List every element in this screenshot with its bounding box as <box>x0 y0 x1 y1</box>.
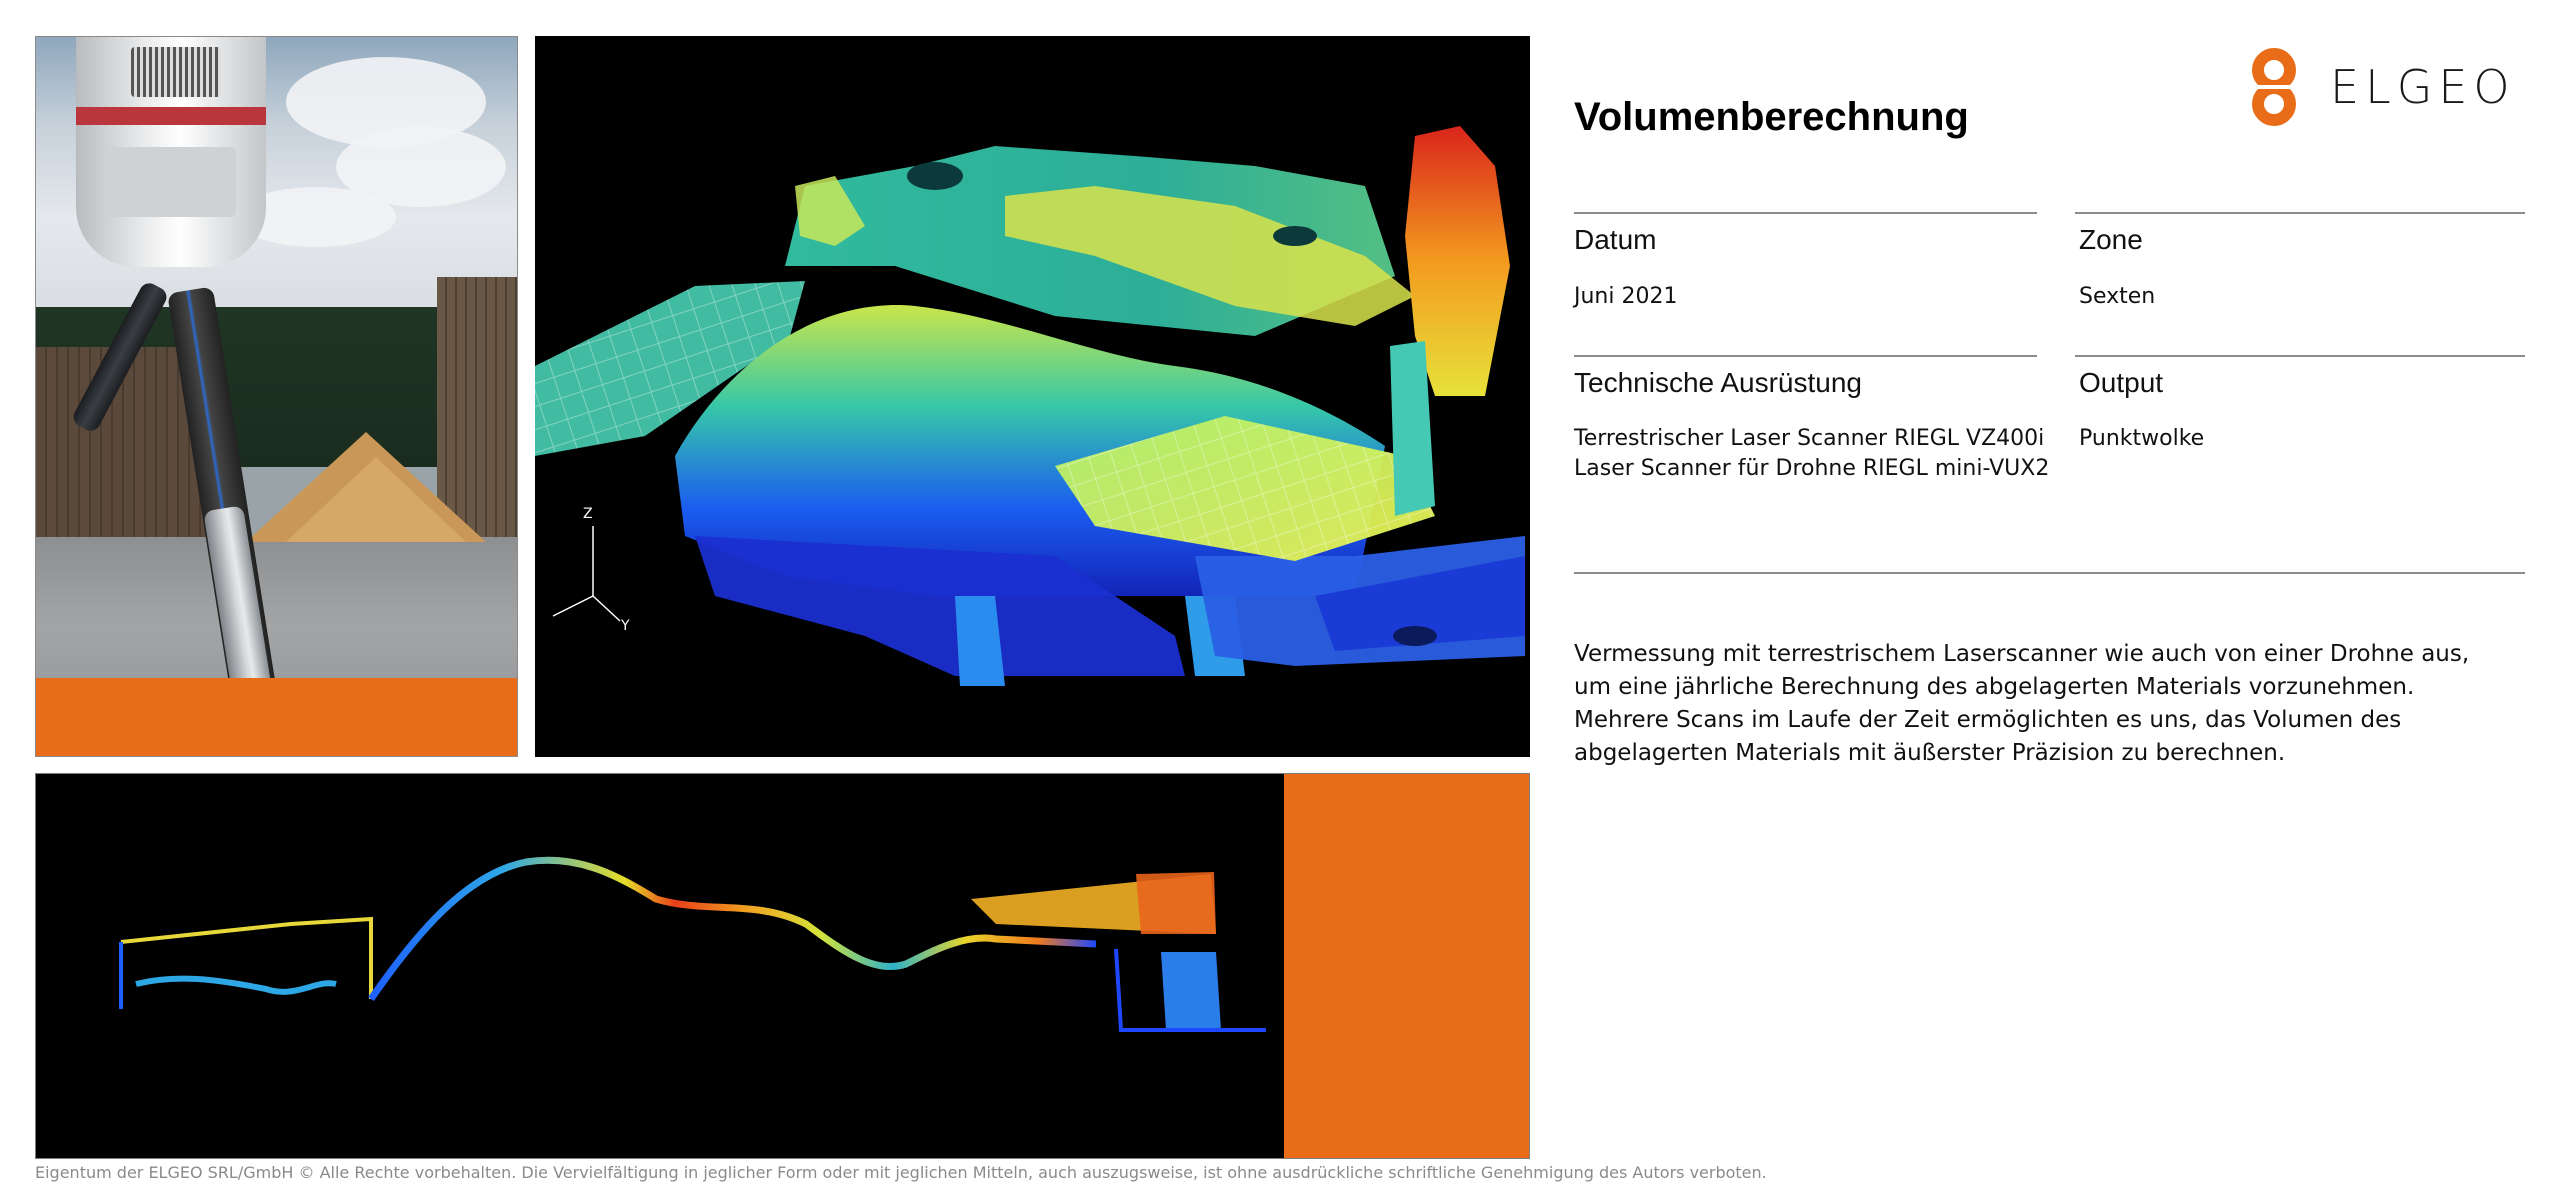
ausruestung-line-2: Laser Scanner für Drohne RIEGL mini-VUX2 <box>1574 456 2050 481</box>
divider <box>2075 212 2525 214</box>
elgeo-logo-text: ELGEO <box>2330 60 2516 114</box>
output-label: Output <box>2079 367 2164 398</box>
datum-label: Datum <box>1574 224 1657 255</box>
divider <box>1574 212 2037 214</box>
ausruestung-label: Technische Ausrüstung <box>1574 367 1862 398</box>
zone-label: Zone <box>2079 224 2143 255</box>
description-line: um eine jährliche Berechnung des abgelagerten Materials vorzunehmen. <box>1574 674 2415 700</box>
ausruestung-line-1: Terrestrischer Laser Scanner RIEGL VZ400i <box>1574 426 2045 451</box>
divider <box>2075 355 2525 357</box>
datum-value: Juni 2021 <box>1574 284 1678 309</box>
description-line: abgelagerten Materials mit äußerster Präzision zu berechnen. <box>1574 740 2286 766</box>
tripod-scanner-photo <box>35 36 518 757</box>
description <box>1574 638 2504 770</box>
axis-label-y: Y <box>621 618 630 634</box>
point-cloud-3d <box>535 36 1530 757</box>
point-cloud-section <box>35 773 1530 1159</box>
description-line: Vermessung mit terrestrischem Laserscanner wie auch von einer Drohne aus, <box>1574 641 2470 667</box>
copyright-footer: Eigentum der ELGEO SRL/GmbH © Alle Rechte vorbehalten. Die Vervielfältigung in jeglicher Form oder mit jeglichen Mitteln, auch auszugsweise, ist ohne ausdrückliche schriftliche Genehmigung des Autors verboten. <box>35 1163 1767 1182</box>
divider <box>1574 572 2525 574</box>
description-line: Mehrere Scans im Laufe der Zeit ermöglichten es uns, das Volumen des <box>1574 707 2402 733</box>
orange-accent-strip <box>36 678 517 756</box>
axis-label-z: Z <box>583 506 593 522</box>
orange-accent-block <box>1284 774 1529 1158</box>
divider <box>1574 355 2037 357</box>
axis-triad-icon <box>553 526 620 621</box>
elgeo-logo-icon <box>2235 48 2313 126</box>
page-title: Volumenberechnung <box>1574 95 1969 139</box>
elgeo-logo <box>2235 48 2515 128</box>
zone-value: Sexten <box>2079 284 2156 309</box>
output-value: Punktwolke <box>2079 426 2205 451</box>
